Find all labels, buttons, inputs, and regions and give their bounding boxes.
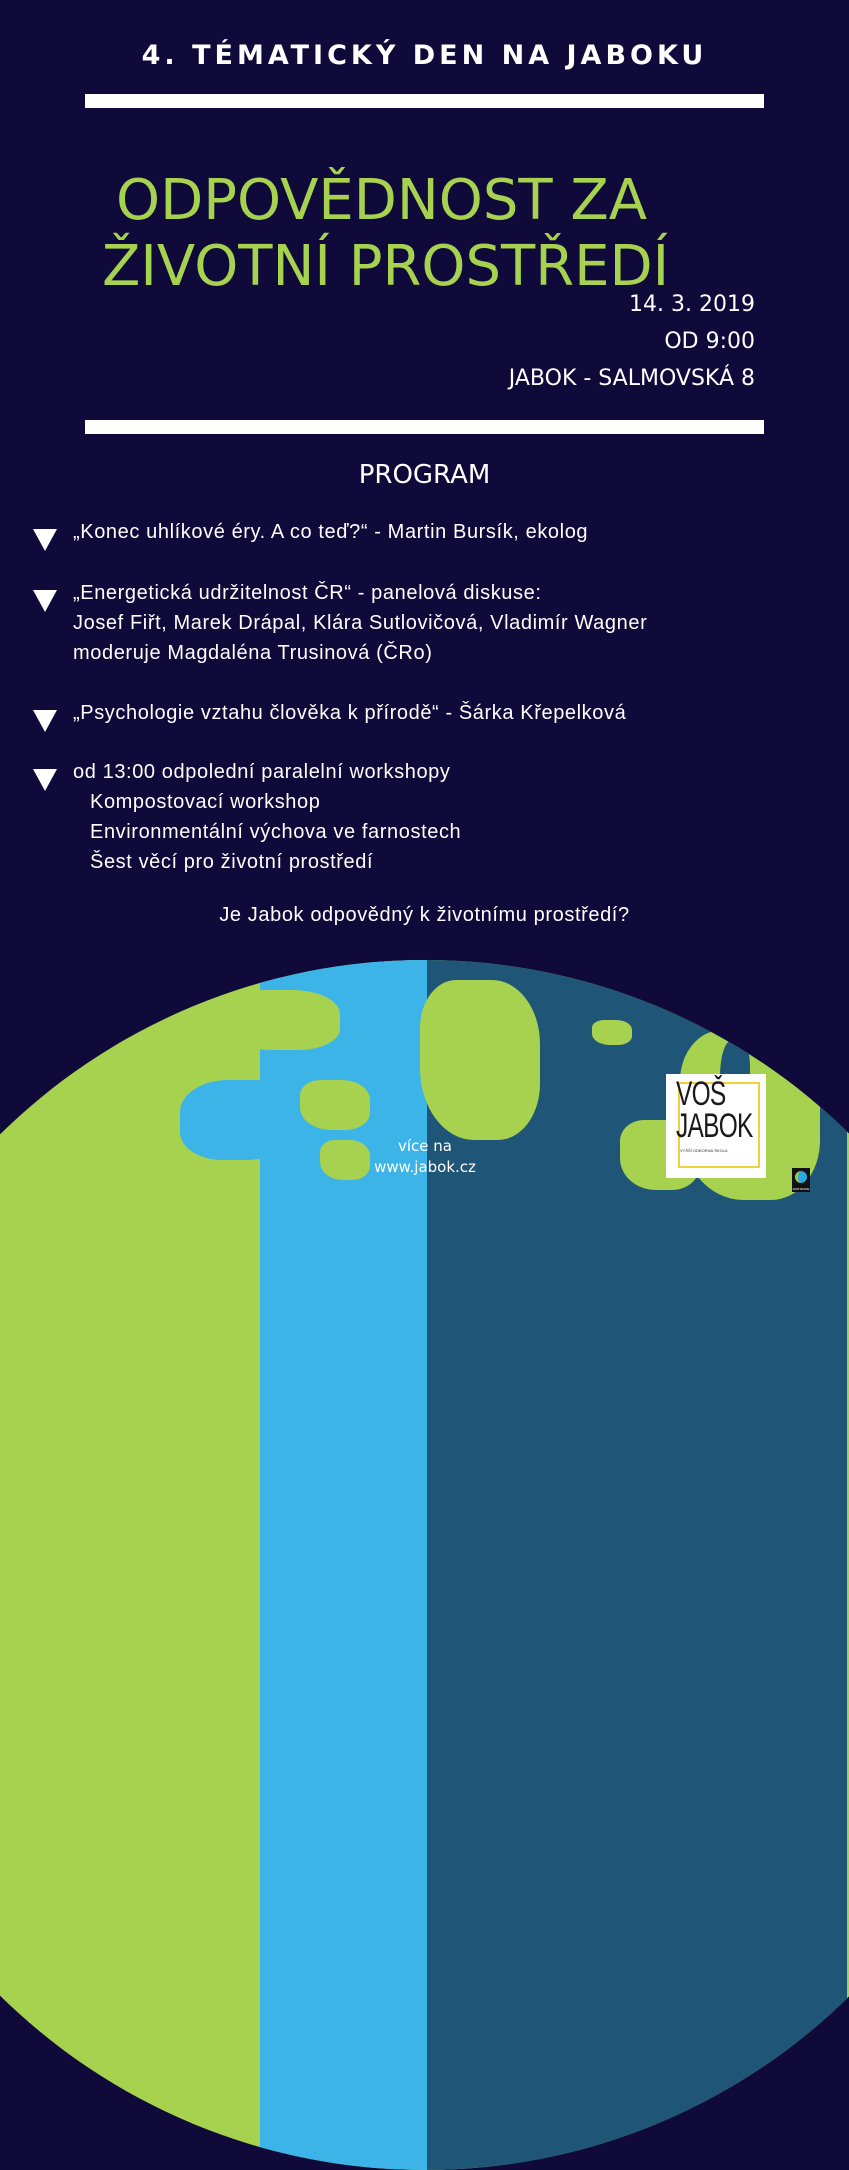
triangle-down-icon [33, 590, 57, 612]
program-item [33, 698, 809, 728]
triangle-down-icon [33, 710, 57, 732]
program-heading: PROGRAM [358, 460, 491, 490]
website-link[interactable]: www.jabok.cz [374, 1158, 476, 1176]
logo-wordmark: VOŠ JABOK [676, 1075, 753, 1145]
fairtrade-label: FAIRTRADE [792, 1187, 810, 1191]
title-line-2: ŽIVOTNÍ PROSTŘEDÍ [102, 233, 670, 299]
more-info [330, 1136, 520, 1178]
event-time: OD 9:00 [664, 329, 755, 354]
program-item-title: „Konec uhlíkové éry. A co teď?“ - Martin Bursík, ekolog [73, 521, 589, 543]
logo-tagline: VYŠŠÍ ODBORNÁ ŠKOLA [680, 1148, 728, 1153]
event-series-subtitle: 4. TÉMATICKÝ DEN NA JABOKU [141, 40, 708, 71]
fairtrade-icon [792, 1168, 810, 1192]
land-arctic [220, 990, 340, 1050]
program-item [33, 757, 809, 877]
jabok-logo [666, 1074, 766, 1178]
triangle-down-icon [33, 529, 57, 551]
land-greenland [420, 980, 540, 1140]
event-place: JABOK - SALMOVSKÁ 8 [508, 366, 755, 391]
workshop-item: Šest věcí pro životní prostředí [90, 851, 374, 873]
title-line-1: ODPOVĚDNOST ZA [116, 167, 648, 233]
land-island [300, 1080, 370, 1130]
program-item-title: „Energetická udržitelnost ČR“ - panelová diskuse: [73, 582, 542, 604]
divider-top [85, 94, 764, 108]
fairtrade-symbol [795, 1171, 807, 1183]
sea-hudson-bay [180, 1080, 300, 1160]
program-item-moderator: moderuje Magdaléna Trusinová (ČRo) [73, 642, 433, 664]
program-item-title: od 13:00 odpolední paralelní workshopy [73, 761, 451, 783]
more-label: více na [398, 1137, 452, 1155]
workshop-item: Kompostovací workshop [90, 791, 321, 813]
poster-title [100, 168, 780, 300]
workshop-item: Environmentální výchova ve farnostech [90, 821, 462, 843]
divider-bottom [85, 420, 764, 434]
program-item [33, 517, 809, 547]
program-item-title: „Psychologie vztahu člověka k přírodě“ - Šárka Křepelková [73, 702, 627, 724]
program-item-panelists: Josef Fiřt, Marek Drápal, Klára Sutlovičová, Vladimír Wagner [73, 612, 648, 634]
triangle-down-icon [33, 769, 57, 791]
event-details [509, 286, 755, 397]
land-iceland [592, 1020, 632, 1045]
closing-question: Je Jabok odpovědný k životnímu prostředí? [219, 904, 630, 926]
program-item [33, 578, 809, 668]
event-date: 14. 3. 2019 [629, 292, 755, 317]
